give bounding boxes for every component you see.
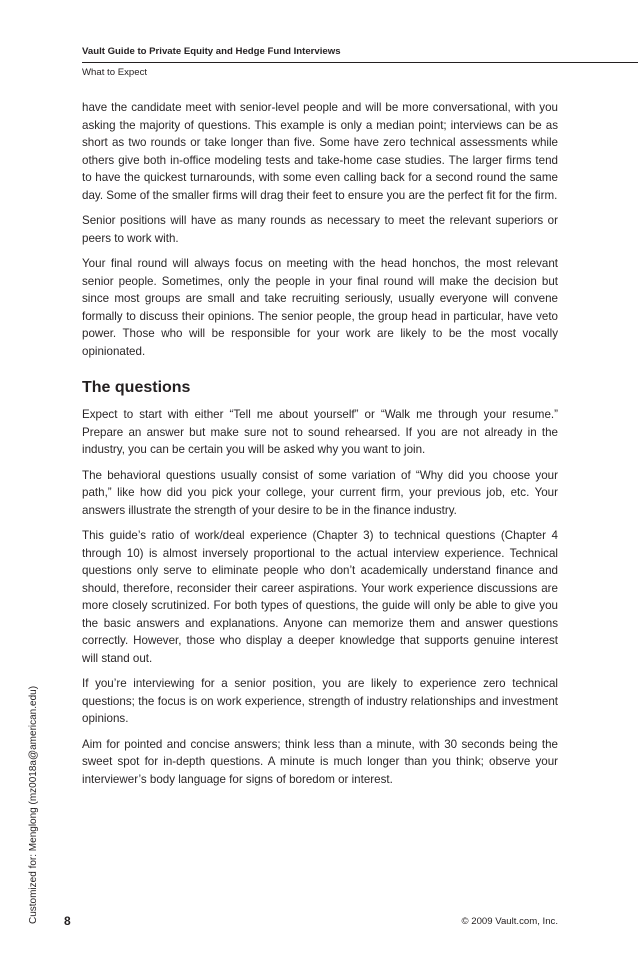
page-number: 8 <box>64 914 71 928</box>
paragraph: If you’re interviewing for a senior position, you are likely to experience zero technical questions; the focus is on work experience, strength of industry relationships and investment opinions. <box>82 677 558 725</box>
body-text-column <box>82 99 558 796</box>
copyright-notice: © 2009 Vault.com, Inc. <box>461 916 558 927</box>
customization-side-note: Customized for: Menglong (mz0018a@american.edu) <box>28 685 39 924</box>
paragraph: Senior positions will have as many rounds as necessary to meet the relevant superiors or peers to work with. <box>82 214 558 245</box>
paragraph: Aim for pointed and concise answers; think less than a minute, with 30 seconds being the sweet spot for in-depth questions. A minute is much longer than you think; observe your interviewer’s body language for signs of boredom or interest. <box>82 737 558 786</box>
running-header-subtitle: What to Expect <box>82 67 148 78</box>
paragraph: The behavioral questions usually consist of some variation of “Why did you choose your path,” like how did you pick your college, your current firm, your previous job, etc. Your answers illustrate the strength of your desire to be in the finance industry. <box>82 468 558 517</box>
paragraph: This guide’s ratio of work/deal experience (Chapter 3) to technical questions (Chapter 4 through 10) is almost inversely proportional to the actual interview experience. Technical questions only serve to eliminate people who don’t academically understand finance and should, therefore, reconsider their career aspirations. Your work experience discussions are more closely scrutinized. For both types of questions, the guide will only be able to give you the basic answers and explanations. Anyone can memorize them and answer questions correctly. However, those who display a deeper knowledge that supports genuine interest will stand out. <box>82 529 558 665</box>
paragraph: Your final round will always focus on meeting with the head honchos, the most relevant senior people. Sometimes, only the people in your final round will make the decision but since most groups are small and take recruiting seriously, usually everyone will convene formally to discuss their opinions. The senior people, the group head in particular, have veto power. Those who will be responsible for your work are likely to be the most vocally opinionated. <box>82 257 558 358</box>
paragraph: have the candidate meet with senior-level people and will be more conversational, with you asking the majority of questions. This example is only a median point; interviews can be as short as two rounds or take longer than five. Some have zero technical assessments while others give both in-office modeling tests and take-home case studies. The larger firms tend to have the quickest turnarounds, with some even calling back for a second round the same day. Some of the smaller firms will drag their feet to ensure you are the perfect fit for the firm. <box>82 101 558 202</box>
paragraph: Expect to start with either “Tell me about yourself” or “Walk me through your resume.” Prepare an answer but make sure not to sound rehearsed. If you are not already in the industry, you can be certain you will be asked why you want to join. <box>82 408 558 456</box>
header-divider <box>82 62 638 63</box>
section-heading: The questions <box>82 379 191 396</box>
running-header-title: Vault Guide to Private Equity and Hedge Fund Interviews <box>82 46 341 57</box>
